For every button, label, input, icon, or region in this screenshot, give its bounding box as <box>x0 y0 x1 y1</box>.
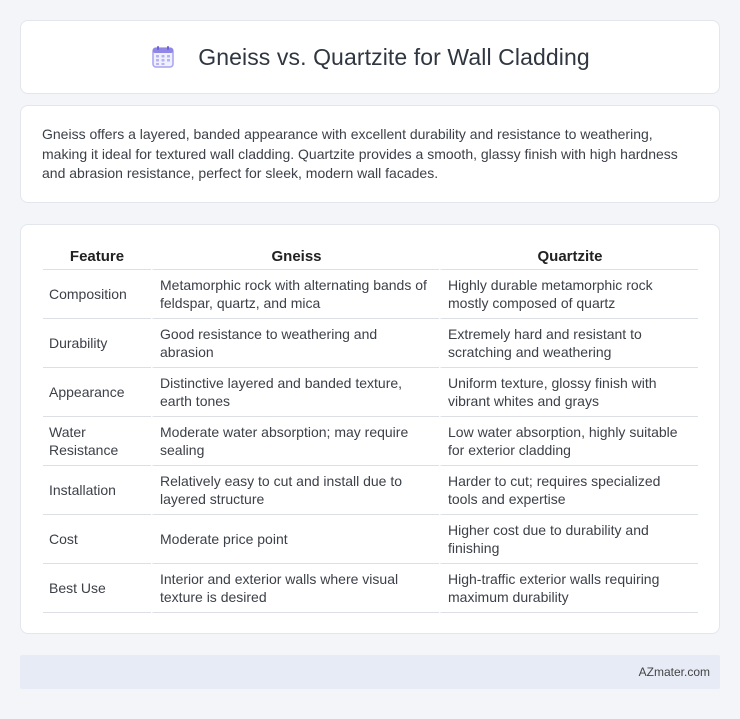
table-row <box>43 466 698 515</box>
quartzite-cell: Higher cost due to durability and finishing <box>439 515 698 564</box>
gneiss-cell: Moderate water absorption; may require sealing <box>151 417 439 466</box>
comparison-table <box>43 245 698 613</box>
gneiss-cell: Metamorphic rock with alternating bands of feldspar, quartz, and mica <box>151 270 439 319</box>
feature-cell: Water Resistance <box>43 417 151 466</box>
gneiss-cell: Distinctive layered and banded texture, earth tones <box>151 368 439 417</box>
feature-cell: Installation <box>43 466 151 515</box>
table-card <box>20 224 720 634</box>
title-card <box>20 20 720 94</box>
table-row <box>43 515 698 564</box>
footer-bar <box>20 655 720 689</box>
gneiss-cell: Interior and exterior walls where visual texture is desired <box>151 564 439 613</box>
gneiss-cell: Moderate price point <box>151 515 439 564</box>
table-header-row <box>43 245 698 270</box>
header-gneiss: Gneiss <box>151 245 439 270</box>
quartzite-cell: Extremely hard and resistant to scratching and weathering <box>439 319 698 368</box>
quartzite-cell: High-traffic exterior walls requiring maximum durability <box>439 564 698 613</box>
table-row <box>43 564 698 613</box>
gneiss-cell: Relatively easy to cut and install due to layered structure <box>151 466 439 515</box>
quartzite-cell: Uniform texture, glossy finish with vibrant whites and grays <box>439 368 698 417</box>
header-feature: Feature <box>43 245 151 270</box>
table-row <box>43 270 698 319</box>
title-wrap <box>150 44 590 71</box>
table-row <box>43 417 698 466</box>
feature-cell: Cost <box>43 515 151 564</box>
intro-card <box>20 105 720 203</box>
feature-cell: Composition <box>43 270 151 319</box>
footer-brand: AZmater.com <box>638 665 710 679</box>
gneiss-cell: Good resistance to weathering and abrasion <box>151 319 439 368</box>
header-quartzite: Quartzite <box>439 245 698 270</box>
feature-cell: Durability <box>43 319 151 368</box>
table-row <box>43 319 698 368</box>
intro-text: Gneiss offers a layered, banded appearance with excellent durability and resistance to weathering, making it ideal for textured wall cladding. Quartzite provides a smooth, glassy finish with high hardness and abrasion resistance, perfect for sleek, modern wall facades. <box>42 126 678 181</box>
feature-cell: Best Use <box>43 564 151 613</box>
quartzite-cell: Harder to cut; requires specialized tools and expertise <box>439 466 698 515</box>
calendar-icon <box>150 44 176 70</box>
feature-cell: Appearance <box>43 368 151 417</box>
page-title: Gneiss vs. Quartzite for Wall Cladding <box>198 43 590 70</box>
quartzite-cell: Highly durable metamorphic rock mostly composed of quartz <box>439 270 698 319</box>
table-row <box>43 368 698 417</box>
quartzite-cell: Low water absorption, highly suitable for exterior cladding <box>439 417 698 466</box>
